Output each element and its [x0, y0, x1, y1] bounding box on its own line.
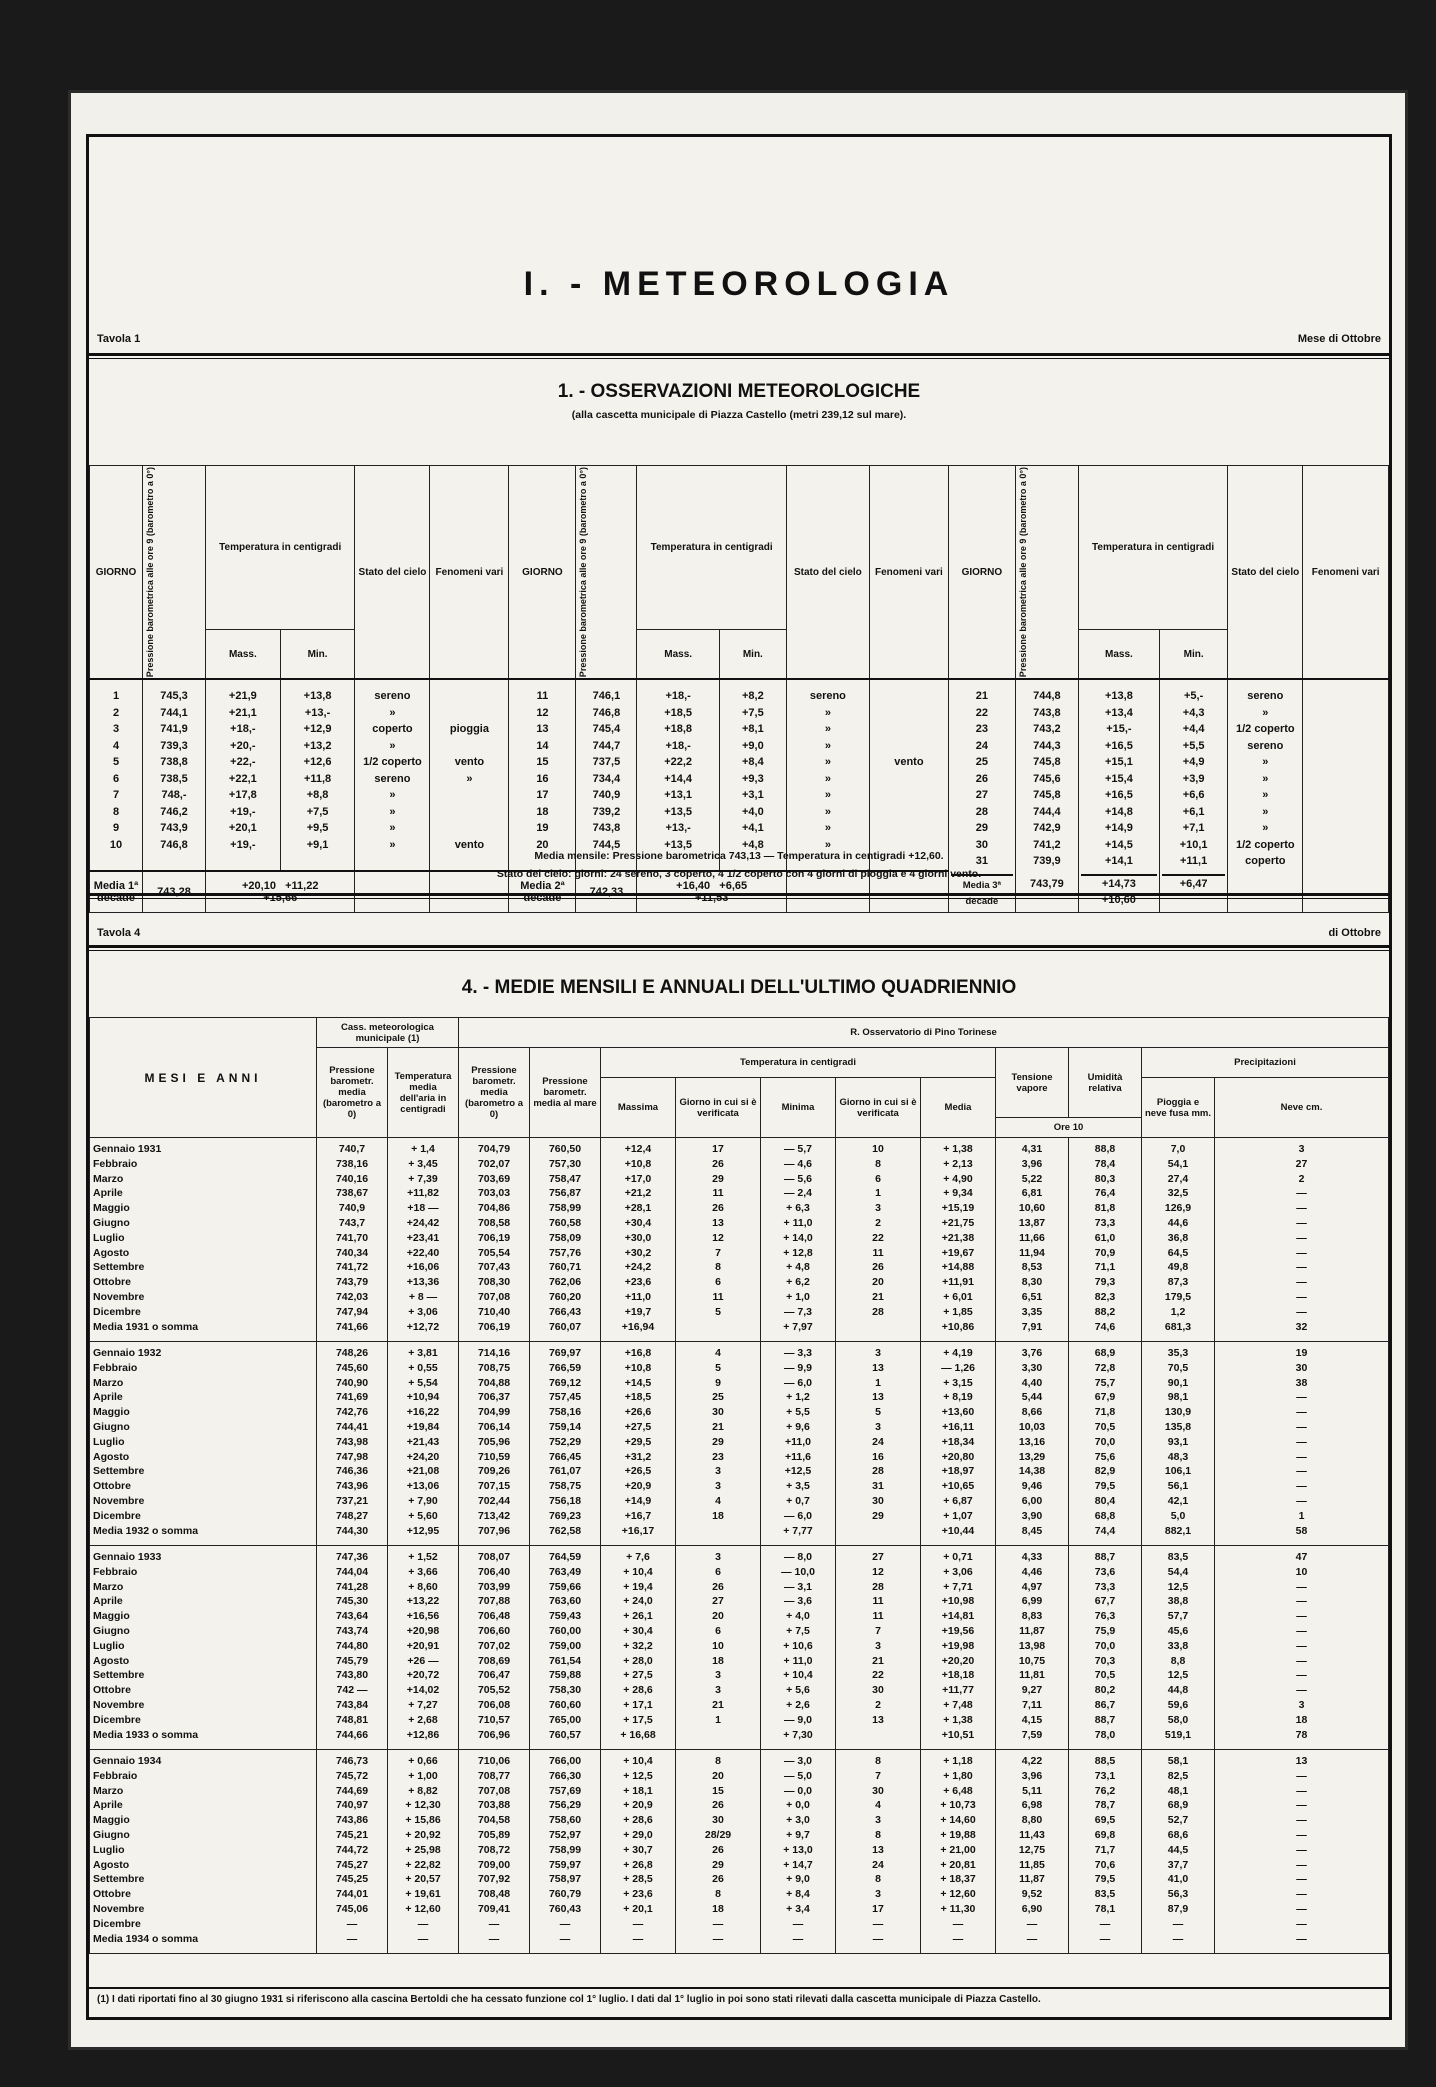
- d3-media-press: 743,79: [1030, 877, 1064, 890]
- tavola-4-label: Tavola 4: [97, 927, 141, 939]
- col-fenomeni-1: Fenomeni vari: [430, 466, 509, 680]
- y1932-temp-cass: + 3,81 + 0,55 + 5,54 +10,94 +16,22 +19,84 +21,43 +24,20 +21,08 +13,06 + 7,90 + 5,60 +12,95: [388, 1342, 459, 1546]
- col-stato-1: Stato del cielo: [355, 466, 430, 680]
- y1932-giorno-min: 3 13 1 13 5 3 24 16 28 31 30 29: [836, 1342, 921, 1546]
- y1934-umidita: 88,5 73,1 76,2 78,7 69,5 69,8 71,7 70,6 79,5 83,5 78,1 — —: [1069, 1750, 1142, 1954]
- rule-mid-2: [89, 945, 1389, 948]
- year-1932: [90, 1342, 1389, 1546]
- y1932-tensione: 3,76 3,30 4,40 5,44 8,66 10,03 13,16 13,29 14,38 9,46 6,00 3,90 8,45: [996, 1342, 1069, 1546]
- d2-media-press: 742,33: [576, 871, 637, 912]
- col-fenomeni-3: Fenomeni vari: [1303, 466, 1389, 680]
- y1931-umidita: 88,8 78,4 80,3 76,4 81,8 73,3 61,0 70,9 71,1 79,3 82,3 88,2 74,6: [1069, 1138, 1142, 1342]
- d1-min: +13,8 +13,- +12,9 +13,2 +12,6 +11,8 +8,8 +7,5 +9,5 +9,1: [280, 679, 355, 871]
- y1933-temp-cass: + 1,52 + 3,66 + 8,60 +13,22 +16,56 +20,98 +20,91 +26 — +20,72 +14,02 + 7,27 + 2,68 +12,86: [388, 1546, 459, 1750]
- y1933-tensione: 4,33 4,46 4,97 6,99 8,83 11,87 13,98 10,75 11,81 9,27 7,11 4,15 7,59: [996, 1546, 1069, 1750]
- col-temp-3: Temperatura in centigradi: [1078, 466, 1227, 630]
- d2-media-label: Media 2ª decade: [509, 871, 576, 912]
- y1933-pioggia: 83,5 54,4 12,5 38,8 57,7 45,6 33,8 8,8 12,5 44,8 59,6 58,0 519,1: [1142, 1546, 1215, 1750]
- d3-media-temp: +10,60: [1101, 894, 1136, 907]
- col-mesi: MESI E ANNI: [90, 1018, 317, 1138]
- y1932-pioggia: 35,3 70,5 90,1 98,1 130,9 135,8 93,1 48,3 106,1 56,1 42,1 5,0 882,1: [1142, 1342, 1215, 1546]
- y1934-giorno-min: 8 7 30 4 3 8 13 24 8 3 17 — —: [836, 1750, 921, 1954]
- y1932-pres1: 714,16 708,75 704,88 706,37 704,99 706,14 705,96 710,59 709,26 707,15 702,44 713,42 707,96: [459, 1342, 530, 1546]
- section-1-subtitle: (alla cascetta municipale di Piazza Castello (metri 239,12 sul mare).: [571, 409, 907, 421]
- year-1931: [90, 1138, 1389, 1342]
- col-giorno-max: Giorno in cui si è verificata: [676, 1078, 761, 1138]
- y1933-umidita: 88,7 73,6 73,3 67,7 76,3 75,9 70,0 70,3 70,5 80,2 86,7 88,7 78,0: [1069, 1546, 1142, 1750]
- d1-media-temp: +20,10 +11,22 +15,66: [206, 871, 355, 912]
- d2-media-temp: +16,40 +6,65 +11,53: [637, 871, 786, 912]
- col-giorno-1: GIORNO: [90, 466, 143, 680]
- y1933-pres1: 708,07 706,40 703,99 707,88 706,48 706,60 707,02 708,69 706,47 705,52 706,08 710,57 706,96: [459, 1546, 530, 1750]
- y1933-neve: 47 10 — — — — — — — — 3 18 78: [1215, 1546, 1389, 1750]
- y1933-pres-cass: 747,36 744,04 741,28 745,30 743,64 743,74 744,80 745,79 743,80 742 — 743,84 748,81 744,66: [317, 1546, 388, 1750]
- y1933-media: + 0,71 + 3,06 + 7,71 +10,98 +14,81 +19,56 +19,98 +20,20 +18,18 +11,77 + 7,48 + 1,38 +10,51: [921, 1546, 996, 1750]
- y1933-pres2: 764,59 763,49 759,66 763,60 759,43 760,00 759,00 761,54 759,88 758,30 760,60 765,00 760,57: [530, 1546, 601, 1750]
- col-media: Media: [921, 1078, 996, 1138]
- media-mensile-note: Media mensile: Pressione barometrica 743,13 — Temperatura in centigradi +12,60.: [534, 850, 944, 862]
- y1932-pres-cass: 748,26 745,60 740,90 741,69 742,76 744,41 743,98 747,98 746,36 743,96 737,21 748,27 744,30: [317, 1342, 388, 1546]
- y1932-media: + 4,19 — 1,26 + 3,15 + 8,19 +13,60 +16,11 +18,34 +20,80 +18,97 +10,65 + 6,87 + 1,07 +10,44: [921, 1342, 996, 1546]
- d1-stato: sereno » coperto » 1/2 coperto sereno » » » »: [355, 679, 430, 871]
- y1934-tensione: 4,22 3,96 5,11 6,98 8,80 11,43 12,75 11,85 11,87 9,52 6,90 — —: [996, 1750, 1069, 1954]
- y1932-neve: 19 30 38 — — — — — — — — 1 58: [1215, 1342, 1389, 1546]
- y1932-minima: — 3,3 — 9,9 — 6,0 + 1,2 + 5,5 + 9,6 +11,0 +11,6 +12,5 + 3,5 + 0,7 — 6,0 + 7,77: [761, 1342, 836, 1546]
- d3-min: +5,- +4,3 +4,4 +5,5 +4,9 +3,9 +6,6 +6,1 +7,1 +10,1 +11,1 +6,47: [1159, 679, 1227, 912]
- y1933-giorno-min: 27 12 28 11 11 7 3 21 22 30 2 13: [836, 1546, 921, 1750]
- col-max-3: Mass.: [1078, 629, 1159, 679]
- col-minima: Minima: [761, 1078, 836, 1138]
- y1932-labels: Gennaio 1932 Febbraio Marzo Aprile Maggio Giugno Luglio Agosto Settembre Ottobre Novembre Dicembre Media 1932 o somma: [90, 1342, 317, 1546]
- col-stato-2: Stato del cielo: [786, 466, 869, 680]
- col-temp-2: Temperatura in centigradi: [637, 466, 786, 630]
- d1-fenomeni: pioggia vento » vento: [430, 679, 509, 871]
- d2-fenomeni: vento: [869, 679, 948, 871]
- col-pres-cass: Pressione barometr. media (barometro a 0): [317, 1048, 388, 1138]
- mese-1-label: Mese di Ottobre: [1297, 333, 1381, 345]
- y1934-pres2: 766,00 766,30 757,69 756,29 758,60 752,97 758,99 759,97 758,97 760,79 760,43 — —: [530, 1750, 601, 1954]
- y1932-pres2: 769,97 766,59 769,12 757,45 758,16 759,14 752,29 766,45 761,07 758,75 756,18 769,23 762,58: [530, 1342, 601, 1546]
- y1931-massima: +12,4 +10,8 +17,0 +21,2 +28,1 +30,4 +30,0 +30,2 +24,2 +23,6 +11,0 +19,7 +16,94: [601, 1138, 676, 1342]
- y1934-pioggia: 58,1 82,5 48,1 68,9 52,7 68,6 44,5 37,7 41,0 56,3 87,9 — —: [1142, 1750, 1215, 1954]
- y1934-labels: Gennaio 1934 Febbraio Marzo Aprile Maggio Giugno Luglio Agosto Settembre Ottobre Novembre Dicembre Media 1934 o somma: [90, 1750, 317, 1954]
- y1933-minima: — 8,0 — 10,0 — 3,1 — 3,6 + 4,0 + 7,5 + 10,6 + 11,0 + 10,4 + 5,6 + 2,6 — 9,0 + 7,30: [761, 1546, 836, 1750]
- year-1934: [90, 1750, 1389, 1954]
- y1931-labels: Gennaio 1931 Febbraio Marzo Aprile Maggio Giugno Luglio Agosto Settembre Ottobre Novembre Dicembre Media 1931 o somma: [90, 1138, 317, 1342]
- grp-osservatorio: R. Osservatorio di Pino Torinese: [459, 1018, 1389, 1048]
- y1931-pres-cass: 740,7 738,16 740,16 738,67 740,9 743,7 741,70 740,34 741,72 743,79 742,03 747,94 741,66: [317, 1138, 388, 1342]
- d2-max: +18,- +18,5 +18,8 +18,- +22,2 +14,4 +13,1 +13,5 +13,- +13,5: [637, 679, 719, 871]
- d2-min: +8,2 +7,5 +8,1 +9,0 +8,4 +9,3 +3,1 +4,0 +4,1 +4,8: [719, 679, 786, 871]
- y1931-minima: — 5,7 — 4,6 — 5,6 — 2,4 + 6,3 + 11,0 + 14,0 + 12,8 + 4,8 + 6,2 + 1,0 — 7,3 + 7,97: [761, 1138, 836, 1342]
- d3-giorni: 21 22 23 24 25 26 27 28 29 30 31 Media 3ª decade: [948, 679, 1015, 912]
- col-pres1: Pressione barometr. media (barometro a 0): [459, 1048, 530, 1138]
- d2-stato: sereno » » » » » » » » »: [786, 679, 869, 871]
- y1932-massima: +16,8 +10,8 +14,5 +18,5 +26,6 +27,5 +29,5 +31,2 +26,5 +20,9 +14,9 +16,7 +16,17: [601, 1342, 676, 1546]
- y1933-labels: Gennaio 1933 Febbraio Marzo Aprile Maggio Giugno Luglio Agosto Settembre Ottobre Novembre Dicembre Media 1933 o somma: [90, 1546, 317, 1750]
- y1934-giorno-max: 8 20 15 26 30 28/29 26 29 26 8 18 — —: [676, 1750, 761, 1954]
- y1934-neve: 13 — — — — — — — — — — — —: [1215, 1750, 1389, 1954]
- col-pres2: Pressione barometr. media al mare: [530, 1048, 601, 1138]
- mese-4-label: di Ottobre: [1328, 927, 1381, 939]
- d3-pressione: 744,8 743,8 743,2 744,3 745,8 745,6 745,8 744,4 742,9 741,2 739,9 743,79: [1015, 679, 1078, 912]
- y1932-giorno-max: 4 5 9 25 30 21 29 23 3 3 4 18: [676, 1342, 761, 1546]
- col-tensione: Tensione vapore: [996, 1048, 1069, 1118]
- y1934-pres-cass: 746,73 745,72 744,69 740,97 743,86 745,21 744,72 745,27 745,25 744,01 745,06 — —: [317, 1750, 388, 1954]
- col-stato-3: Stato del cielo: [1228, 466, 1303, 680]
- col-min-3: Min.: [1159, 629, 1227, 679]
- col-giorno-2: GIORNO: [509, 466, 576, 680]
- observations-table: [89, 465, 1389, 913]
- col-pressione-3: Pressione barometrica alle ore 9 (barometro a 0°): [1015, 466, 1078, 680]
- y1934-temp-cass: + 0,66 + 1,00 + 8,82 + 12,30 + 15,86 + 20,92 + 25,98 + 22,82 + 20,57 + 19,61 + 12,60 — —: [388, 1750, 459, 1954]
- stato-cielo-note: Stato del cielo: giorni: 24 sereno, 3 coperto, 4 1/2 coperto con 4 giorni di pioggia e 4 giorni vento.: [496, 868, 982, 880]
- grp-cassetta: Cass. meteorologica municipale (1): [317, 1018, 459, 1048]
- d2-giorni: 11 12 13 14 15 16 17 18 19 20: [509, 679, 576, 871]
- d1-pressione: 745,3 744,1 741,9 739,3 738,8 738,5 748,- 746,2 743,9 746,8: [143, 679, 206, 871]
- col-temp-cass: Temperatura media dell'aria in centigradi: [388, 1048, 459, 1138]
- col-pressione-2: Pressione barometrica alle ore 9 (barometro a 0°): [576, 466, 637, 680]
- y1933-massima: + 7,6 + 10,4 + 19,4 + 24,0 + 26,1 + 30,4 + 32,2 + 28,0 + 27,5 + 28,6 + 17,1 + 17,5 + 16,68: [601, 1546, 676, 1750]
- y1934-media: + 1,18 + 1,80 + 6,48 + 10,73 + 14,60 + 19,88 + 21,00 + 20,81 + 18,37 + 12,60 + 11,30 — —: [921, 1750, 996, 1954]
- d3-media-min: +6,47: [1162, 874, 1225, 893]
- y1931-tensione: 4,31 3,96 5,22 6,81 10,60 13,87 11,66 11,94 8,53 8,30 6,51 3,35 7,91: [996, 1138, 1069, 1342]
- y1931-pres1: 704,79 702,07 703,69 703,03 704,86 708,58 706,19 705,54 707,43 708,30 707,08 710,40 706,19: [459, 1138, 530, 1342]
- page-title: I. - METEOROLOGIA: [523, 265, 955, 303]
- y1931-media: + 1,38 + 2,13 + 4,90 + 9,34 +15,19 +21,75 +21,38 +19,67 +14,88 +11,91 + 6,01 + 1,85 +10,86: [921, 1138, 996, 1342]
- rule-mid-2b: [89, 950, 1389, 951]
- d3-media-max: +14,73: [1081, 874, 1157, 893]
- col-pioggia: Pioggia e neve fusa mm.: [1142, 1078, 1215, 1138]
- y1933-giorno-max: 3 6 26 27 20 6 10 18 3 3 21 1: [676, 1546, 761, 1750]
- y1931-giorno-max: 17 26 29 11 26 13 12 7 8 6 11 5: [676, 1138, 761, 1342]
- y1932-umidita: 68,9 72,8 75,7 67,9 71,8 70,5 70,0 75,6 82,9 79,5 80,4 68,8 74,4: [1069, 1342, 1142, 1546]
- y1931-pres2: 760,50 757,30 758,47 756,87 758,99 760,58 758,09 757,76 760,71 762,06 760,20 766,43 760,07: [530, 1138, 601, 1342]
- rule-top-1b: [89, 358, 1389, 359]
- col-giorno-3: GIORNO: [948, 466, 1015, 680]
- footnote: (1) I dati riportati fino al 30 giugno 1931 si riferiscono alla cascina Bertoldi che ha cessato funzione col 1° luglio. I dati dal 1° luglio in poi sono stati rilevati dalla cascetta municipale di Piazza Castello.: [89, 1987, 1389, 2013]
- sub-ore-10: Ore 10: [996, 1118, 1142, 1138]
- y1931-neve: 3 27 2 — — — — — — — — — 32: [1215, 1138, 1389, 1342]
- col-max-2: Mass.: [637, 629, 719, 679]
- y1931-giorno-min: 10 8 6 1 3 2 22 11 26 20 21 28: [836, 1138, 921, 1342]
- d3-stato: sereno » 1/2 coperto sereno » » » » » 1/2 coperto coperto: [1228, 679, 1303, 912]
- section-4-title: 4. - MEDIE MENSILI E ANNUALI DELL'ULTIMO QUADRIENNIO: [461, 977, 1017, 998]
- page-frame: [86, 134, 1392, 2020]
- col-min-1: Min.: [280, 629, 355, 679]
- d3-media-label: Media 3ª decade: [951, 874, 1013, 911]
- col-neve: Neve cm.: [1215, 1078, 1389, 1138]
- rule-mid-1b: [89, 898, 1389, 899]
- grp-precipitazioni: Precipitazioni: [1142, 1048, 1389, 1078]
- col-max-1: Mass.: [206, 629, 281, 679]
- col-pressione-1: Pressione barometrica alle ore 9 (barometro a 0°): [143, 466, 206, 680]
- d1-media-label: Media 1ª decade: [90, 871, 143, 912]
- d2-pressione: 746,1 746,8 745,4 744,7 737,5 734,4 740,9 739,2 743,8 744,5: [576, 679, 637, 871]
- tavola-1-label: Tavola 1: [97, 333, 141, 345]
- col-fenomeni-2: Fenomeni vari: [869, 466, 948, 680]
- monthly-means-table: [89, 1017, 1389, 1954]
- y1934-massima: + 10,4 + 12,5 + 18,1 + 20,9 + 28,6 + 29,0 + 30,7 + 26,8 + 28,5 + 23,6 + 20,1 — —: [601, 1750, 676, 1954]
- rule-top-1: [89, 353, 1389, 356]
- grp-temperatura: Temperatura in centigradi: [601, 1048, 996, 1078]
- y1934-pres1: 710,06 708,77 707,08 703,88 704,58 705,89 708,72 709,00 707,92 708,48 709,41 — —: [459, 1750, 530, 1954]
- year-1933: [90, 1546, 1389, 1750]
- col-min-2: Min.: [719, 629, 786, 679]
- y1931-pioggia: 7,0 54,1 27,4 32,5 126,9 44,6 36,8 64,5 49,8 87,3 179,5 1,2 681,3: [1142, 1138, 1215, 1342]
- y1931-temp-cass: + 1,4 + 3,45 + 7,39 +11,82 +18 — +24,42 +23,41 +22,40 +16,06 +13,36 + 8 — + 3,06 +12,72: [388, 1138, 459, 1342]
- rule-mid-1: [89, 893, 1389, 896]
- col-temp-1: Temperatura in centigradi: [206, 466, 355, 630]
- d1-max: +21,9 +21,1 +18,- +20,- +22,- +22,1 +17,8 +19,- +20,1 +19,-: [206, 679, 281, 871]
- col-massima: Massima: [601, 1078, 676, 1138]
- col-umidita: Umidità relativa: [1069, 1048, 1142, 1118]
- col-giorno-min: Giorno in cui si è verificata: [836, 1078, 921, 1138]
- scanned-page: [68, 90, 1408, 2050]
- y1934-minima: — 3,0 — 5,0 — 0,0 + 0,0 + 3,0 + 9,7 + 13,0 + 14,7 + 9,0 + 8,4 + 3,4 — —: [761, 1750, 836, 1954]
- d1-media-press: 743,28: [143, 871, 206, 912]
- d3-max: +13,8 +13,4 +15,- +16,5 +15,1 +15,4 +16,5 +14,8 +14,9 +14,5 +14,1 +14,73 +10,60: [1078, 679, 1159, 912]
- section-1-title: 1. - OSSERVAZIONI METEOROLOGICHE: [557, 381, 921, 402]
- d1-giorni: 1 2 3 4 5 6 7 8 9 10: [90, 679, 143, 871]
